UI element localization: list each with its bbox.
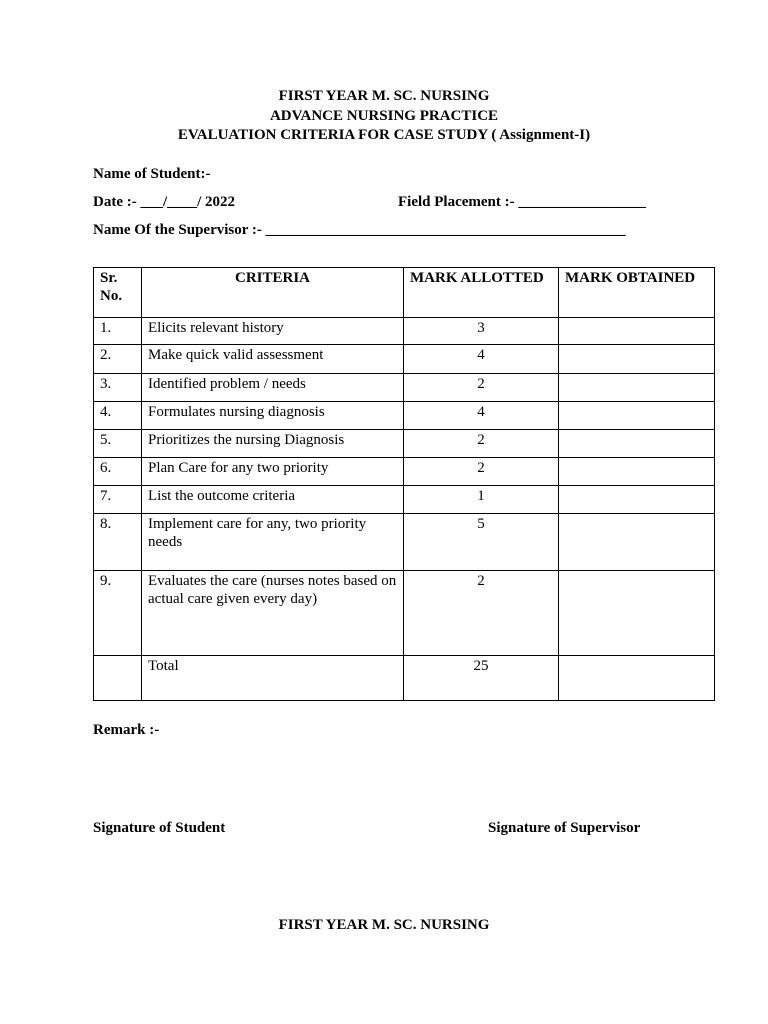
row-mark-allotted: 2 bbox=[404, 430, 559, 458]
row-mark-allotted: 2 bbox=[404, 458, 559, 486]
date-label: Date :- ___/____/ 2022 bbox=[93, 194, 236, 210]
row-mark-allotted: 4 bbox=[404, 402, 559, 430]
row-sr: 1. bbox=[94, 318, 142, 345]
total-mark-allotted: 25 bbox=[404, 656, 559, 701]
header-mark-obtained: MARK OBTAINED bbox=[559, 268, 715, 318]
row-sr: 9. bbox=[94, 571, 142, 656]
table-row bbox=[94, 430, 715, 458]
row-sr: 6. bbox=[94, 458, 142, 486]
row-mark-allotted: 5 bbox=[404, 514, 559, 571]
row-sr: 4. bbox=[94, 402, 142, 430]
table-row bbox=[94, 486, 715, 514]
footer-course-title: FIRST YEAR M. SC. NURSING bbox=[278, 917, 490, 933]
row-criteria: Elicits relevant history bbox=[142, 318, 404, 345]
row-mark-allotted: 2 bbox=[404, 374, 559, 402]
header-criteria: CRITERIA bbox=[142, 268, 404, 318]
criteria-table bbox=[93, 267, 715, 701]
table-total-row bbox=[94, 656, 715, 701]
table-row bbox=[94, 345, 715, 374]
header-evaluation-title: EVALUATION CRITERIA FOR CASE STUDY ( Assignment-I) bbox=[177, 127, 591, 143]
row-sr: 5. bbox=[94, 430, 142, 458]
field-placement-label: Field Placement :- _________________ bbox=[398, 194, 646, 210]
student-signature-label: Signature of Student bbox=[93, 820, 226, 836]
row-mark-obtained[interactable] bbox=[559, 514, 715, 571]
total-label: Total bbox=[142, 656, 404, 701]
supervisor-signature-label: Signature of Supervisor bbox=[488, 820, 641, 836]
row-mark-obtained[interactable] bbox=[559, 430, 715, 458]
student-name-label: Name of Student:- bbox=[93, 166, 211, 182]
table-row bbox=[94, 402, 715, 430]
row-mark-obtained[interactable] bbox=[559, 402, 715, 430]
row-mark-obtained[interactable] bbox=[559, 318, 715, 345]
row-criteria: Evaluates the care (nurses notes based on actual care given every day) bbox=[142, 571, 404, 656]
table-header-row bbox=[94, 268, 715, 318]
header-sr-no: Sr. No. bbox=[94, 268, 142, 318]
header-subject-title: ADVANCE NURSING PRACTICE bbox=[269, 108, 499, 124]
row-mark-allotted: 3 bbox=[404, 318, 559, 345]
row-criteria: Implement care for any, two priority needs bbox=[142, 514, 404, 571]
row-mark-obtained[interactable] bbox=[559, 486, 715, 514]
table-row bbox=[94, 458, 715, 486]
total-mark-obtained[interactable] bbox=[559, 656, 715, 701]
row-sr: 7. bbox=[94, 486, 142, 514]
header-mark-allotted: MARK ALLOTTED bbox=[404, 268, 559, 318]
row-criteria: List the outcome criteria bbox=[142, 486, 404, 514]
row-criteria: Identified problem / needs bbox=[142, 374, 404, 402]
table-row bbox=[94, 514, 715, 571]
row-mark-obtained[interactable] bbox=[559, 458, 715, 486]
row-mark-obtained[interactable] bbox=[559, 345, 715, 374]
header-course-title: FIRST YEAR M. SC. NURSING bbox=[278, 88, 490, 104]
row-mark-allotted: 4 bbox=[404, 345, 559, 374]
row-mark-allotted: 1 bbox=[404, 486, 559, 514]
table-row bbox=[94, 374, 715, 402]
supervisor-name-label: Name Of the Supervisor :- ________________________________________________ bbox=[93, 222, 626, 238]
row-criteria: Prioritizes the nursing Diagnosis bbox=[142, 430, 404, 458]
row-sr: 3. bbox=[94, 374, 142, 402]
row-criteria: Plan Care for any two priority bbox=[142, 458, 404, 486]
total-sr bbox=[94, 656, 142, 701]
row-mark-obtained[interactable] bbox=[559, 571, 715, 656]
row-criteria: Formulates nursing diagnosis bbox=[142, 402, 404, 430]
row-mark-allotted: 2 bbox=[404, 571, 559, 656]
table-row bbox=[94, 318, 715, 345]
remark-label: Remark :- bbox=[93, 722, 160, 738]
row-criteria: Make quick valid assessment bbox=[142, 345, 404, 374]
row-sr: 2. bbox=[94, 345, 142, 374]
row-mark-obtained[interactable] bbox=[559, 374, 715, 402]
table-row bbox=[94, 571, 715, 656]
row-sr: 8. bbox=[94, 514, 142, 571]
